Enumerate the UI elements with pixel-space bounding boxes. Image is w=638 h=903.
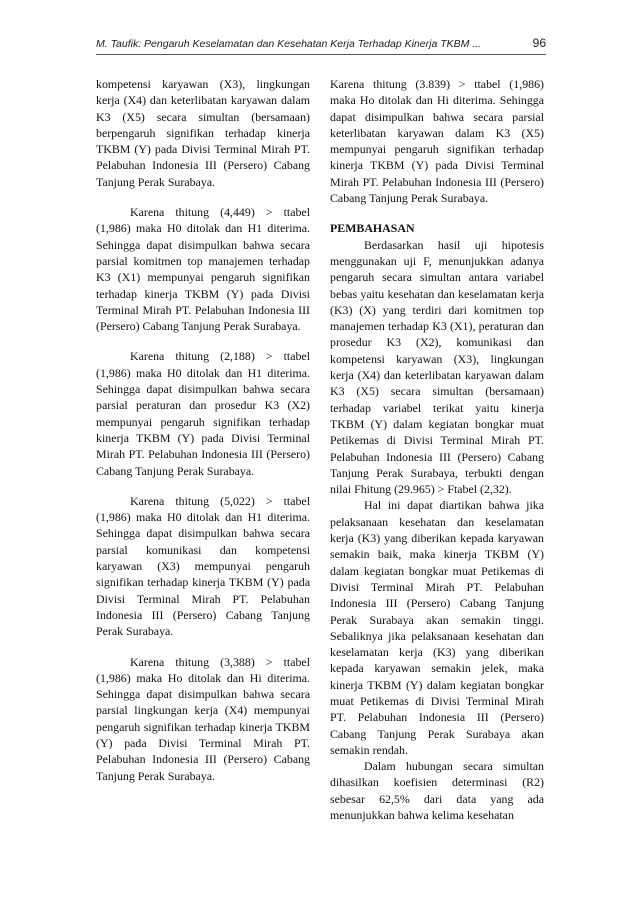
paragraph: Hal ini dapat diartikan bahwa jika pelaksanaan kesehatan dan keselamatan kerja (K3) yang diberikan kepada karyawan semakin baik, maka kinerja TKBM (Y) dalam kegiatan bongkar muat Petikemas di Divisi Terminal Mirah PT. Pelabuhan Indonesia III (Persero) Cabang Tanjung Perak Surabaya akan semakin tinggi. Sebaliknya jika pelaksanaan kesehatan dan keselamatan kerja (K3) yang diberikan kepada karyawan semakin jelek, maka kinerja TKBM (Y) dalam kegiatan bongkar muat Petikemas di Divisi Terminal Mirah PT. Pelabuhan Indonesia III (Persero) Cabang Tanjung Perak Surabaya akan semakin rendah.: [330, 498, 544, 757]
left-column: [96, 76, 310, 798]
running-title: M. Taufik: Pengaruh Keselamatan dan Kesehatan Kerja Terhadap Kinerja TKBM ...: [96, 38, 482, 50]
page-number: 96: [532, 36, 546, 50]
paragraph: kompetensi karyawan (X3), lingkungan kerja (X4) dan keterlibatan karyawan dalam K3 (X5) secara simultan (bersamaan) berpengaruh signifikan terhadap kinerja TKBM (Y) pada Divisi Terminal Mirah PT. Pelabuhan Indonesia III (Persero) Cabang Tanjung Perak Surabaya.: [96, 77, 310, 189]
paragraph: Berdasarkan hasil uji hipotesis menggunakan uji F, menunjukkan adanya pengaruh secara simultan antara variabel bebas yaitu kesehatan dan keselamatan kerja (K3) (X) yang terdiri dari komitmen top manajemen terhadap K3 (X1), peraturan dan prosedur K3 (X2), komunikasi dan kompetensi karyawan (X3), lingkungan kerja (X4) dan keterlibatan karyawan dalam K3 (X5) secara simultan (bersamaan) terhadap variabel terikat yaitu kinerja TKBM (Y) dalam kegiatan bongkar muat Petikemas di Divisi Terminal Mirah PT. Pelabuhan Indonesia III (Persero) Cabang Tanjung Perak Surabaya, terbukti dengan nilai Fhitung (29.965) > Ftabel (2,32).: [330, 237, 544, 497]
paragraph: Karena thitung (4,449) > ttabel (1,986) maka H0 ditolak dan H1 diterima. Sehingga dapat disimpulkan bahwa secara parsial komitmen top manajemen terhadap K3 (X1) mempunyai pengaruh signifikan terhadap kinerja TKBM (Y) pada Divisi Terminal Mirah PT. Pelabuhan Indonesia III (Persero) Cabang Tanjung Perak Surabaya.: [96, 205, 310, 334]
section-heading: PEMBAHASAN: [330, 221, 415, 236]
paragraph: Karena thitung (2,188) > ttabel (1,986) maka H0 ditolak dan H1 diterima. Sehingga dapat disimpulkan bahwa secara parsial peraturan dan prosedur K3 (X2) mempunyai pengaruh signifikan terhadap kinerja TKBM (Y) pada Divisi Terminal Mirah PT. Pelabuhan Indonesia III (Persero) Cabang Tanjung Perak Surabaya.: [96, 349, 310, 478]
paragraph: Karena thitung (3.839) > ttabel (1,986) maka Ho ditolak dan Hi diterima. Sehingga dapat disimpulkan bahwa secara parsial keterlibatan karyawan dalam K3 (X5) mempunyai pengaruh signifikan terhadap kinerja TKBM (Y) pada Divisi Terminal Mirah PT. Pelabuhan Indonesia III (Persero) Cabang Tanjung Perak Surabaya.: [330, 77, 544, 206]
paragraph: Karena thitung (5,022) > ttabel (1,986) maka H0 ditolak dan H1 diterima. Sehingga dapat disimpulkan bahwa secara parsial komunikasi dan kompetensi karyawan (X3) mempunyai pengaruh signifikan terhadap kinerja TKBM (Y) pada Divisi Terminal Mirah PT. Pelabuhan Indonesia III (Persero) Cabang Tanjung Perak Surabaya.: [96, 493, 310, 639]
paragraph: Karena thitung (3,388) > ttabel (1,986) maka Ho ditolak dan Hi diterima. Sehingga dapat disimpulkan bahwa secara parsial lingkungan kerja (X4) mempunyai pengaruh signifikan terhadap kinerja TKBM (Y) pada Divisi Terminal Mirah PT. Pelabuhan Indonesia III (Persero) Cabang Tanjung Perak Surabaya.: [96, 654, 310, 783]
running-header: [96, 36, 546, 55]
paragraph: Dalam hubungan secara simultan dihasilkan koefisien determinasi (R2) sebesar 62,5% dari data yang ada menunjukkan bahwa kelima kesehatan: [330, 759, 544, 823]
right-column: [330, 76, 544, 823]
